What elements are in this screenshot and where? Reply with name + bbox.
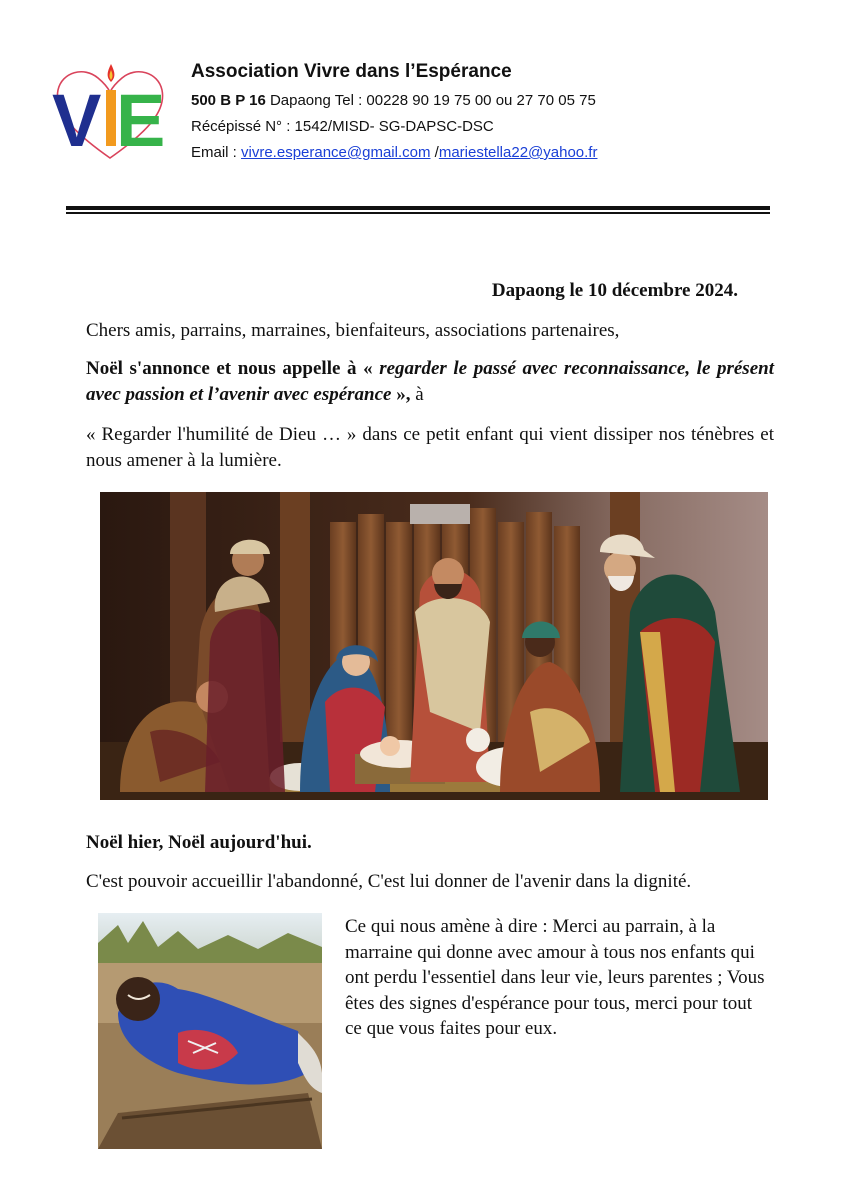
salutation: Chers amis, parrains, marraines, bienfaiteurs, associations partenaires, [86,320,620,341]
intro-bold-end: », [391,384,416,405]
section-title: Noël hier, Noël aujourd'hui. [86,832,312,853]
intro-bold: Noël s'annonce et nous appelle à « [86,358,380,379]
header-divider-thin [66,212,770,214]
intro-tail: à [415,384,424,405]
letter-date: Dapaong le 10 décembre 2024. [491,280,738,301]
child-photo [98,913,322,1149]
humility-paragraph: « Regarder l'humilité de Dieu … » dans ce petit enfant qui vient dissiper nos ténèbres et nous amener à la lumière. [86,424,774,471]
email-link-1[interactable]: vivre.esperance@gmail.com [241,144,431,161]
section-body: C'est pouvoir accueillir l'abandonné, C'est lui donner de l'avenir dans la dignité. [86,871,692,892]
email-label: Email : [191,144,242,161]
intro-paragraph [86,356,774,408]
receipt-line: Récépissé N° : 1542/MISD- SG-DAPSC-DSC [191,118,494,135]
postal-box: 500 B P 16 [191,92,266,109]
email-link-2[interactable]: mariestella22@yahoo.fr [438,144,598,161]
email-line [191,140,597,166]
intro-quote: regarder le passé avec reconnaissance, le présent avec passion et l’avenir avec espérance [86,358,774,405]
organization-name: Association Vivre dans l’Espérance [191,61,512,82]
header-divider [66,206,770,210]
nativity-scene-photo [100,492,768,800]
address-line [191,88,597,114]
email-separator: / [430,144,439,161]
svg-text:V: V [52,79,102,162]
letterhead [191,60,597,166]
vie-logo [50,58,170,166]
thanks-paragraph: Ce qui nous amène à dire : Merci au parrain, à la marraine qui donne avec amour à tous nos enfants qui ont perdu l'essentiel dans leur vie, leurs parentes ; Vous êtes des signes d'espérance pour tous, merci pour tout ce que vous faites pour eux. [345,916,765,1039]
svg-text:E: E [116,79,166,162]
address-phone: Dapaong Tel : 00228 90 19 75 00 ou 27 70 05 75 [265,92,596,109]
